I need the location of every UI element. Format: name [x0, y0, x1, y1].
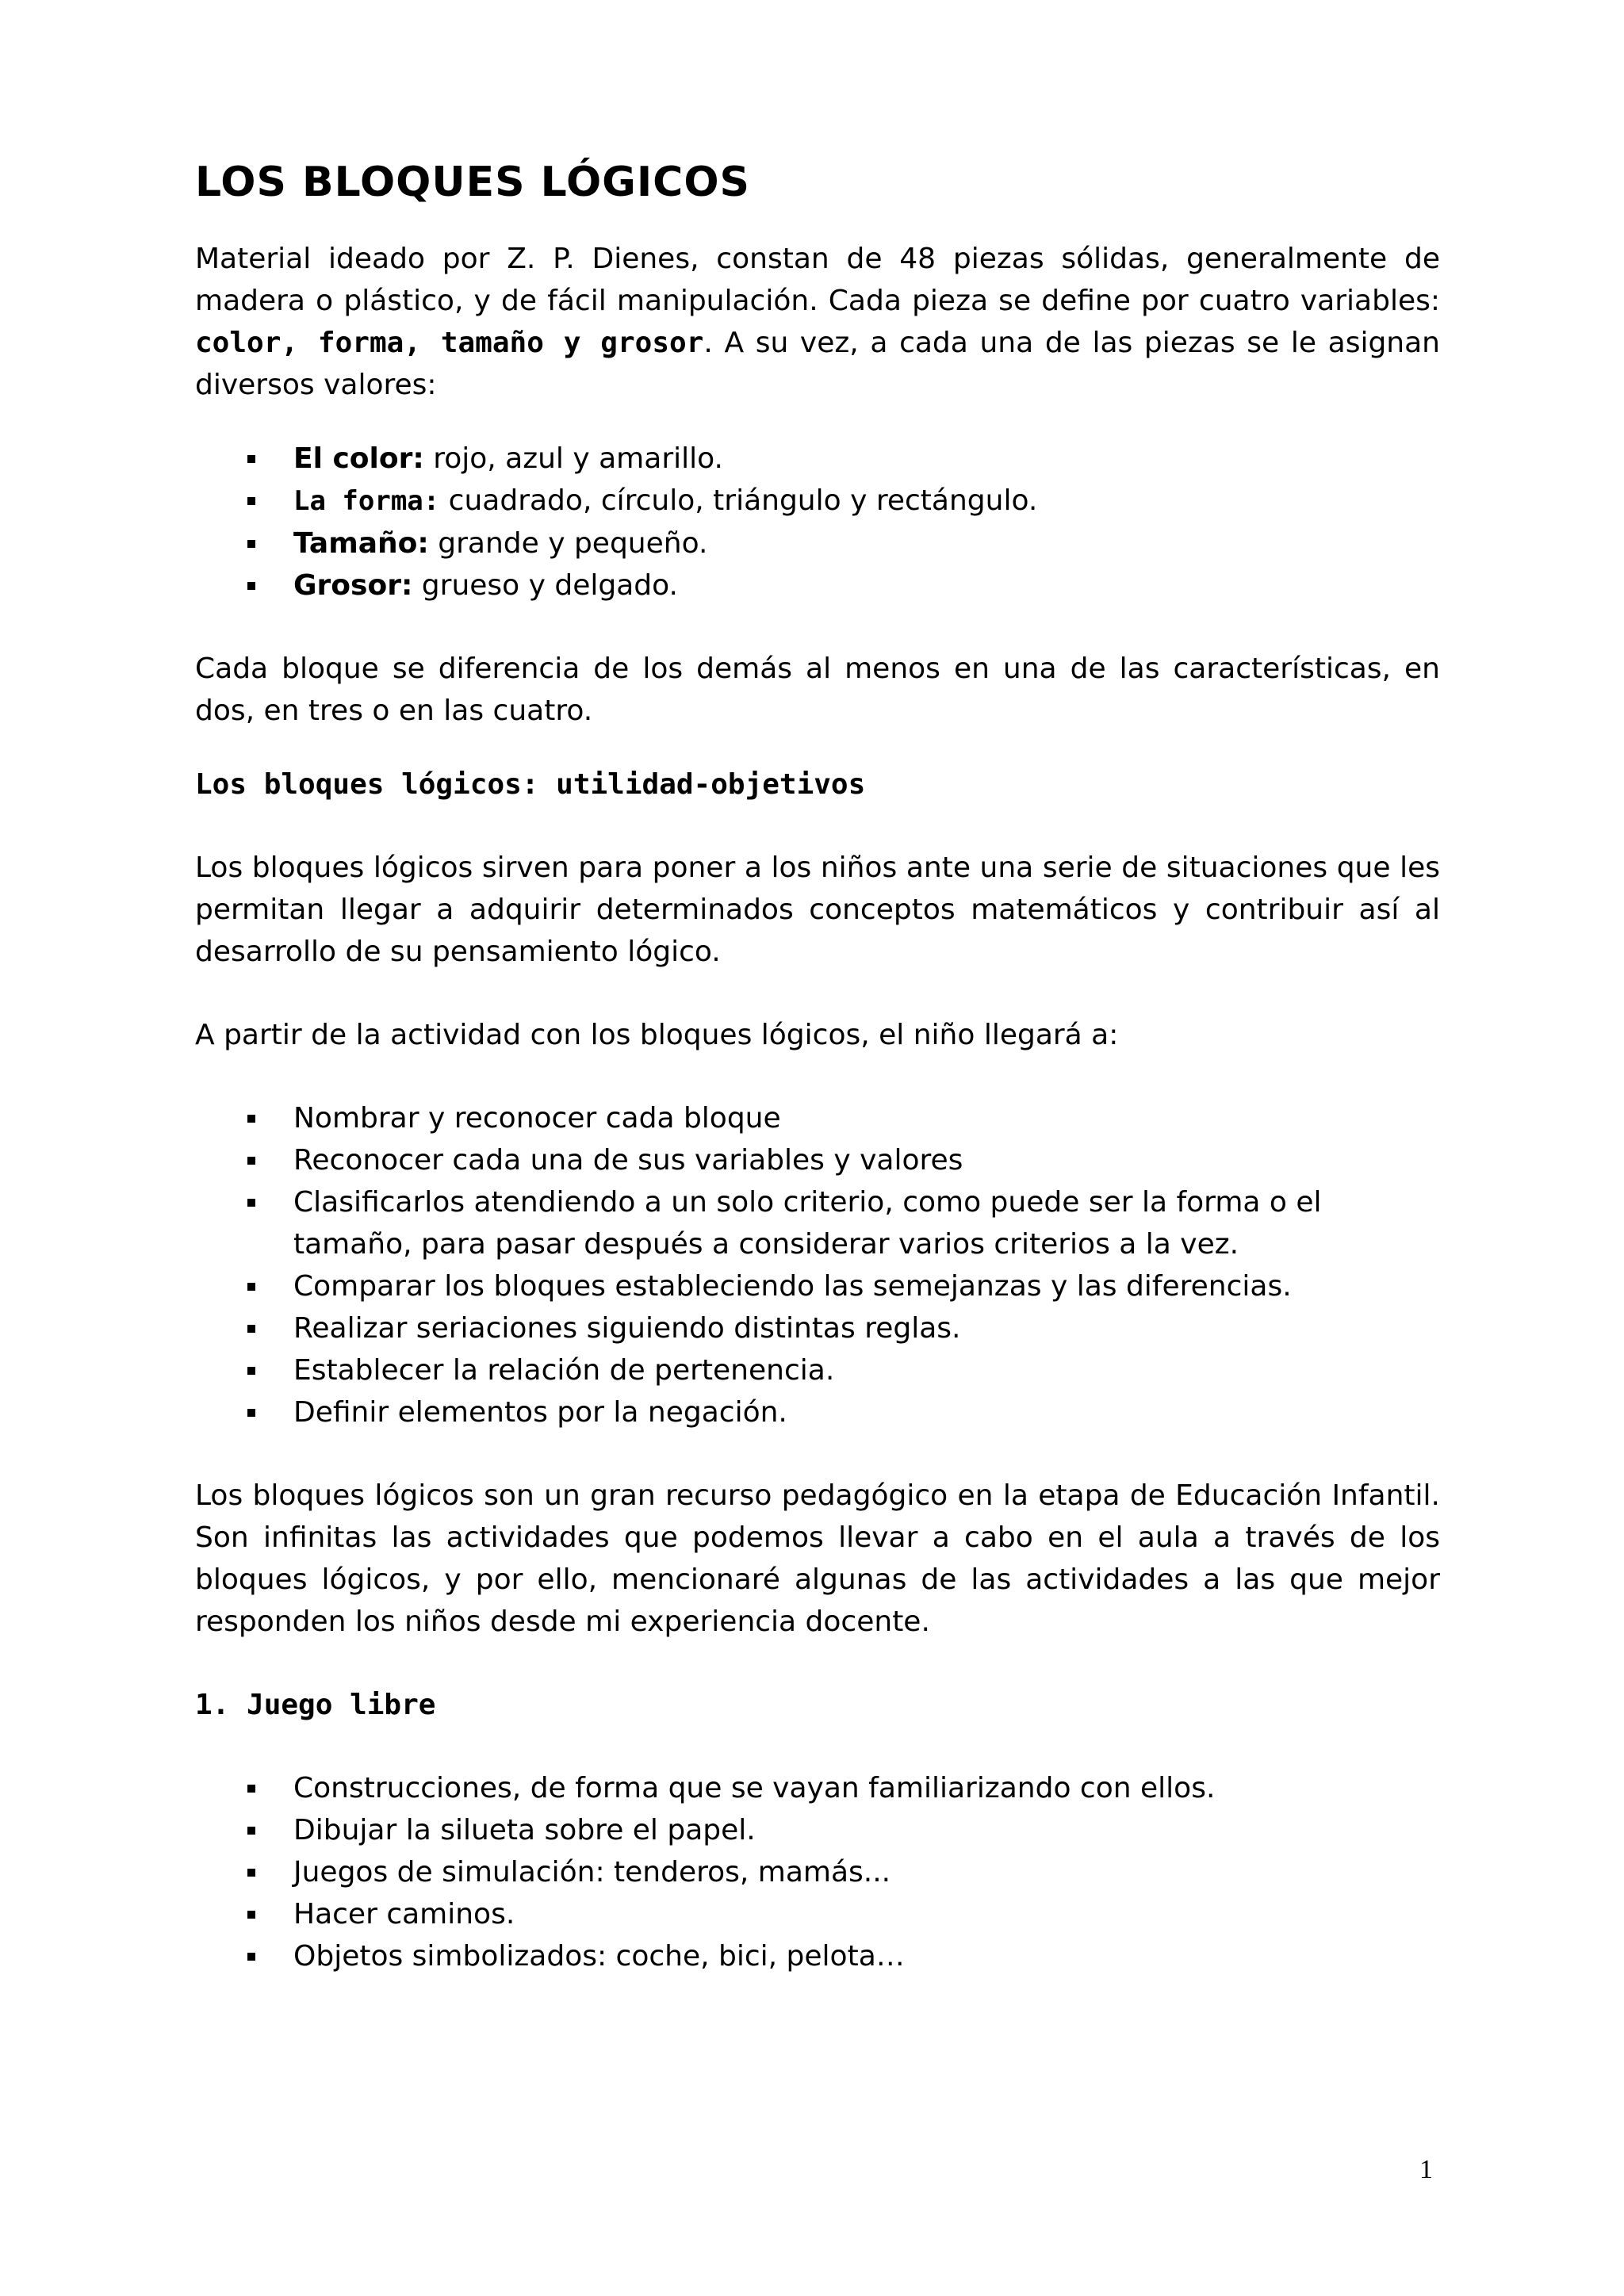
- free-play-list: [195, 1767, 1440, 1977]
- objective-text: Reconocer cada una de sus variables y valores: [293, 1144, 963, 1177]
- section-heading-objectives: Los bloques lógicos: utilidad-objetivos: [195, 768, 866, 801]
- intro-text-2: . A su vez, a cada una de las piezas se le asignan diversos valores:: [195, 327, 1440, 401]
- variable-text: grande y pequeño.: [428, 527, 708, 560]
- objective-text: Establecer la relación de pertenencia.: [293, 1354, 835, 1387]
- list-item: [195, 1767, 1440, 1809]
- variables-list: [195, 438, 1440, 607]
- variable-text: cuadrado, círculo, triángulo y rectángulo.: [439, 484, 1038, 517]
- list-item: [195, 522, 1440, 564]
- section-heading-free-play: 1. Juego libre: [195, 1689, 436, 1721]
- variable-term: Grosor:: [293, 569, 413, 602]
- bullet-icon: [247, 1115, 255, 1123]
- bullet-icon: [247, 1953, 255, 1961]
- page-number: 1: [1419, 2155, 1433, 2184]
- bullet-icon: [247, 1157, 255, 1165]
- intro-bold-variables: color, forma, tamaño y grosor: [195, 327, 704, 359]
- list-item: [195, 1265, 1440, 1307]
- bullet-icon: [247, 1869, 255, 1877]
- bullet-icon: [247, 455, 255, 463]
- objectives-intro: A partir de la actividad con los bloques lógicos, el niño llegará a:: [195, 1019, 1119, 1051]
- variable-text: rojo, azul y amarillo.: [423, 442, 723, 475]
- list-item: [195, 1391, 1440, 1433]
- free-play-text: Construcciones, de forma que se vayan familiarizando con ellos.: [293, 1772, 1216, 1804]
- bullet-icon: [247, 582, 255, 590]
- list-item: [195, 438, 1440, 480]
- bullet-icon: [247, 1325, 255, 1333]
- intro-paragraph: [195, 238, 1440, 406]
- list-item: [195, 1935, 1440, 1977]
- objectives-list: [195, 1097, 1440, 1433]
- list-item: [195, 1349, 1440, 1391]
- objective-text: Comparar los bloques estableciendo las semejanzas y las diferencias.: [293, 1270, 1292, 1303]
- free-play-text: Hacer caminos.: [293, 1898, 515, 1931]
- variable-term: Tamaño:: [293, 527, 429, 560]
- objectives-description: Los bloques lógicos sirven para poner a los niños ante una serie de situaciones que les permitan llegar a adquirir determinados conceptos matemáticos y contribuir así al desarrollo de su pensamiento lógico.: [195, 851, 1440, 968]
- bullet-icon: [247, 1367, 255, 1375]
- list-item: [195, 1097, 1440, 1139]
- list-item: [195, 1181, 1440, 1265]
- document-content: [195, 159, 1440, 2019]
- list-item: [195, 480, 1440, 522]
- objective-text: Realizar seriaciones siguiendo distintas reglas.: [293, 1312, 961, 1345]
- bullet-icon: [247, 1827, 255, 1835]
- bullet-icon: [247, 497, 255, 505]
- objective-text: Nombrar y reconocer cada bloque: [293, 1102, 781, 1135]
- list-item: [195, 1139, 1440, 1181]
- bullet-icon: [247, 1911, 255, 1919]
- free-play-text: Objetos simbolizados: coche, bici, pelota…: [293, 1940, 905, 1973]
- bullet-icon: [247, 1785, 255, 1793]
- variable-term: El color:: [293, 442, 424, 475]
- free-play-text: Juegos de simulación: tenderos, mamás...: [293, 1856, 891, 1888]
- list-item: [195, 1307, 1440, 1349]
- objective-text: Clasificarlos atendiendo a un solo criterio, como puede ser la forma o el tamaño, para pasar después a considerar varios criterios a la vez.: [293, 1186, 1322, 1261]
- free-play-text: Dibujar la silueta sobre el papel.: [293, 1814, 756, 1846]
- variable-term: La forma:: [293, 485, 440, 517]
- intro-text-1: Material ideado por Z. P. Dienes, constan de 48 piezas sólidas, generalmente de madera o plástico, y de fácil manipulación. Cada pieza se define por cuatro variables:: [195, 243, 1440, 317]
- list-item: [195, 1893, 1440, 1935]
- bullet-icon: [247, 1283, 255, 1291]
- list-item: [195, 564, 1440, 607]
- page-title: LOS BLOQUES LÓGICOS: [195, 159, 751, 206]
- objective-text: Definir elementos por la negación.: [293, 1396, 787, 1429]
- bullet-icon: [247, 1199, 255, 1207]
- bullet-icon: [247, 540, 255, 548]
- bullet-icon: [247, 1409, 255, 1417]
- list-item: [195, 1809, 1440, 1851]
- resource-paragraph: Los bloques lógicos son un gran recurso pedagógico en la etapa de Educación Infantil. Son infinitas las actividades que podemos llevar a cabo en el aula a través de los bloques lógicos, y por ello, mencionaré algunas de las actividades a las que mejor responden los niños desde mi experiencia docente.: [195, 1479, 1440, 1638]
- variable-text: grueso y delgado.: [412, 569, 678, 602]
- list-item: [195, 1851, 1440, 1893]
- difference-paragraph: Cada bloque se diferencia de los demás al menos en una de las características, en dos, en tres o en las cuatro.: [195, 652, 1440, 727]
